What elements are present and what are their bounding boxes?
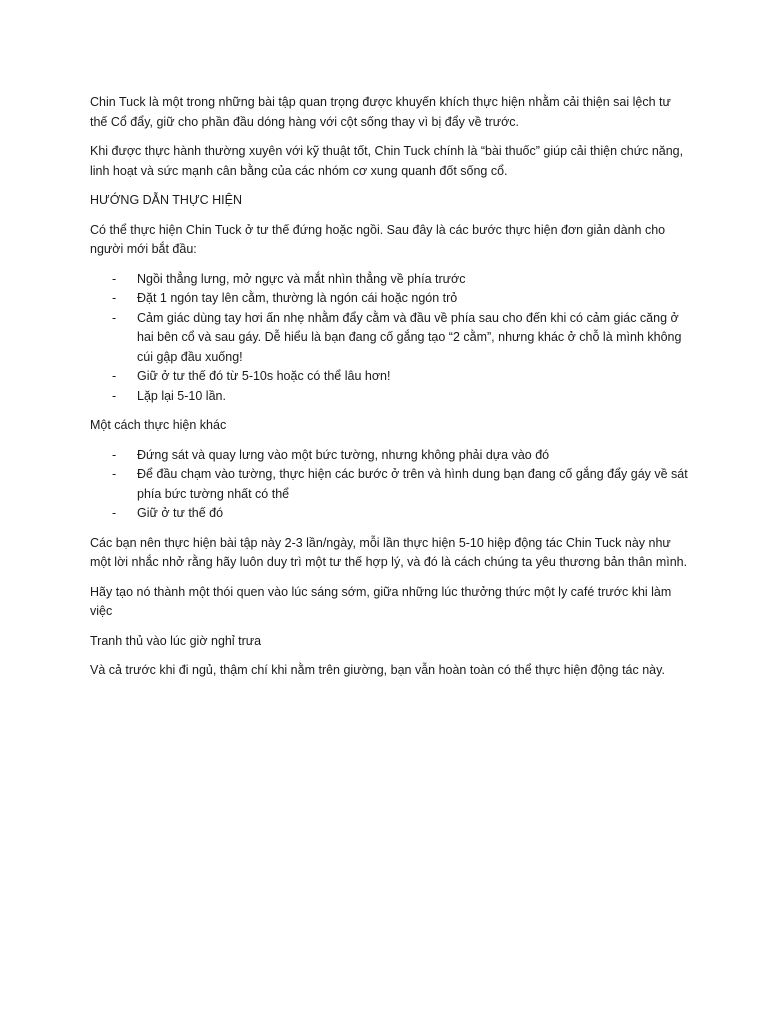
alt-steps-list [90,446,688,524]
intro-paragraph: Chin Tuck là một trong những bài tập quan trọng được khuyến khích thực hiện nhằm cải thiện sai lệch tư thế Cổ đẩy, giữ cho phần đầu dóng hàng với cột sống thay vì bị đẩy về trước. [90,95,671,129]
frequency-paragraph: Các bạn nên thực hiện bài tập này 2-3 lần/ngày, mỗi lần thực hiện 5-10 hiệp động tác Chin Tuck này như một lời nhắc nhở rằng hãy luôn duy trì một tư thế hợp lý, và đó là cách chúng ta yêu thương bản thân mình. [90,535,688,569]
lunch-paragraph: Tranh thủ vào lúc giờ nghỉ trưa [90,633,262,648]
list-item [90,387,688,407]
list-bullet: - [112,388,117,403]
list-bullet: - [112,291,117,305]
list-item [90,367,688,387]
list-bullet: - [112,467,117,481]
list-item-text: Giữ ở tư thế đó [137,506,224,520]
benefit-paragraph: Khi được thực hành thường xuyên với kỹ thuật tốt, Chin Tuck chính là “bài thuốc” giúp cải thiện chức năng, linh hoạt và sức mạnh cân bằng của các nhóm cơ xung quanh đốt sống cổ. [90,144,684,178]
bedtime-paragraph: Và cả trước khi đi ngủ, thậm chí khi nằm trên giường, bạn vẫn hoàn toàn có thể thực hiện động tác này. [90,663,665,677]
steps-intro-paragraph: Có thể thực hiện Chin Tuck ở tư thế đứng hoặc ngồi. Sau đây là các bước thực hiện đơn giản dành cho người mới bắt đầu: [90,222,666,256]
list-item [90,309,688,368]
list-item [90,270,688,290]
list-item-text: Đặt 1 ngón tay lên cằm, thường là ngón cái hoặc ngón trỏ [137,291,458,305]
list-bullet: - [112,310,117,325]
list-item [90,289,688,309]
alt-heading: Một cách thực hiện khác [90,418,227,432]
list-bullet: - [112,447,117,462]
list-item-text: Cảm giác dùng tay hơi ấn nhẹ nhằm đẩy cằm và đầu về phía sau cho đến khi có cảm giác căng ở hai bên cổ và sau gáy. Dễ hiểu là bạn đang cố gắng tạo “2 cằm”, nhưng khác ở chỗ là mình không cúi gập đầu xuống! [137,310,682,364]
steps-list [90,270,688,407]
list-bullet: - [112,369,117,383]
list-item [90,504,688,524]
list-item-text: Giữ ở tư thế đó từ 5-10s hoặc có thể lâu hơn! [137,369,391,383]
list-item-text: Lặp lại 5-10 lần. [137,388,226,403]
list-item-text: Đứng sát và quay lưng vào một bức tường, nhưng không phải dựa vào đó [137,447,550,462]
list-bullet: - [112,506,117,520]
list-item [90,465,688,504]
list-bullet: - [112,271,117,286]
list-item [90,446,688,466]
habit-paragraph: Hãy tạo nó thành một thói quen vào lúc sáng sớm, giữa những lúc thưởng thức một ly café trước khi làm việc [90,584,672,618]
document-page [90,93,688,691]
list-item-text: Để đầu chạm vào tường, thực hiện các bước ở trên và hình dung bạn đang cố gắng đẩy gáy về sát phía bức tường nhất có thể [137,467,688,501]
list-item-text: Ngồi thẳng lưng, mở ngực và mắt nhìn thẳng về phía trước [137,271,466,286]
section-heading: HƯỚNG DẪN THỰC HIỆN [90,193,242,207]
